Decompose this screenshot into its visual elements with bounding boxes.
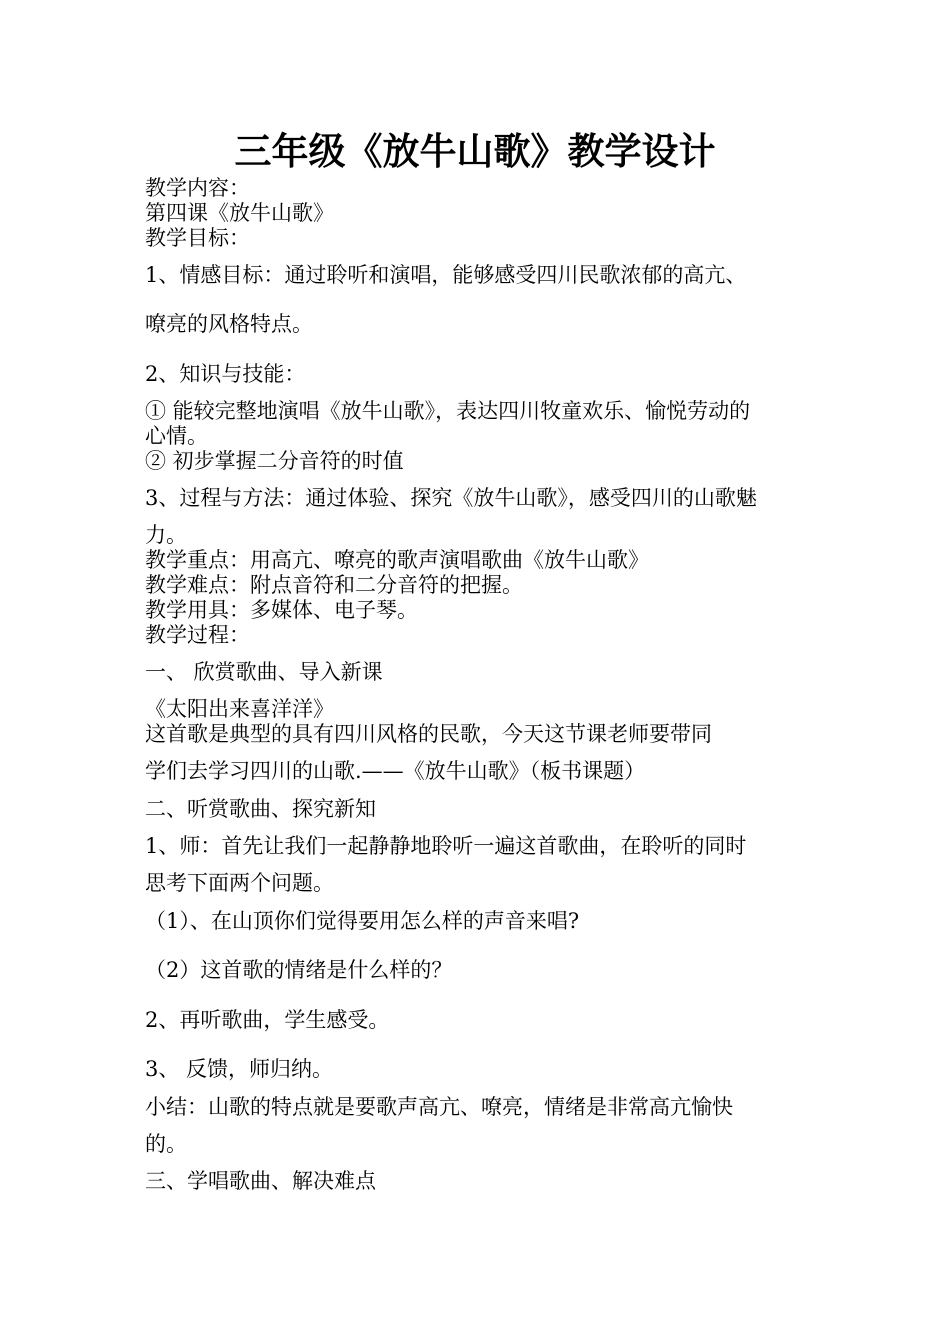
text-line: 第四课《放牛山歌》 bbox=[145, 201, 334, 225]
text-line: 心情。 bbox=[145, 424, 208, 448]
text-line: 的。 bbox=[145, 1132, 187, 1156]
text-line: 教学目标： bbox=[145, 226, 250, 250]
text-line: ① 能较完整地演唱《放牛山歌》，表达四川牧童欢乐、愉悦劳动的 bbox=[145, 399, 751, 423]
text-line: 教学内容： bbox=[145, 176, 250, 200]
text-line: 3、过程与方法：通过体验、探究《放牛山歌》，感受四川的山歌魅 bbox=[145, 486, 757, 510]
text-line: （1）、在山顶你们觉得要用怎么样的声音来唱? bbox=[145, 909, 580, 933]
text-line: 1、情感目标：通过聆听和演唱，能够感受四川民歌浓郁的高亢、 bbox=[145, 263, 747, 287]
text-line: 《太阳出来喜洋洋》 bbox=[145, 697, 334, 721]
text-line: 力。 bbox=[145, 523, 187, 547]
text-line: 教学过程： bbox=[145, 623, 250, 647]
text-line: 嘹亮的风格特点。 bbox=[145, 312, 313, 336]
text-line: 教学用具：多媒体、电子琴。 bbox=[145, 598, 418, 622]
text-line: 教学难点：附点音符和二分音符的把握。 bbox=[145, 573, 523, 597]
text-line: ② 初步掌握二分音符的时值 bbox=[145, 449, 404, 473]
text-line: 1、师：首先让我们一起静静地聆听一遍这首歌曲，在聆听的同时 bbox=[145, 834, 747, 858]
text-line: 2、再听歌曲，学生感受。 bbox=[145, 1008, 390, 1032]
text-line: 这首歌是典型的具有四川风格的民歌，今天这节课老师要带同 bbox=[145, 722, 712, 746]
text-line: 思考下面两个问题。 bbox=[145, 871, 334, 895]
text-line: 3、 反馈，师归纳。 bbox=[145, 1057, 334, 1081]
text-line: 2、知识与技能： bbox=[145, 362, 306, 386]
text-line: 学们去学习四川的山歌.——《放牛山歌》（板书课题） bbox=[145, 759, 646, 783]
text-line: 三、学唱歌曲、解决难点 bbox=[145, 1169, 376, 1193]
text-line: 一、 欣赏歌曲、导入新课 bbox=[145, 660, 383, 684]
text-line: 二、听赏歌曲、探究新知 bbox=[145, 797, 376, 821]
text-line: （2）这首歌的情绪是什么样的？ bbox=[145, 958, 453, 982]
document-title: 三年级《放牛山歌》教学设计 bbox=[234, 129, 716, 173]
text-line: 小结：山歌的特点就是要歌声高亢、嘹亮，情绪是非常高亢愉快 bbox=[145, 1095, 733, 1119]
text-line: 教学重点：用高亢、嘹亮的歌声演唱歌曲《放牛山歌》 bbox=[145, 548, 649, 572]
